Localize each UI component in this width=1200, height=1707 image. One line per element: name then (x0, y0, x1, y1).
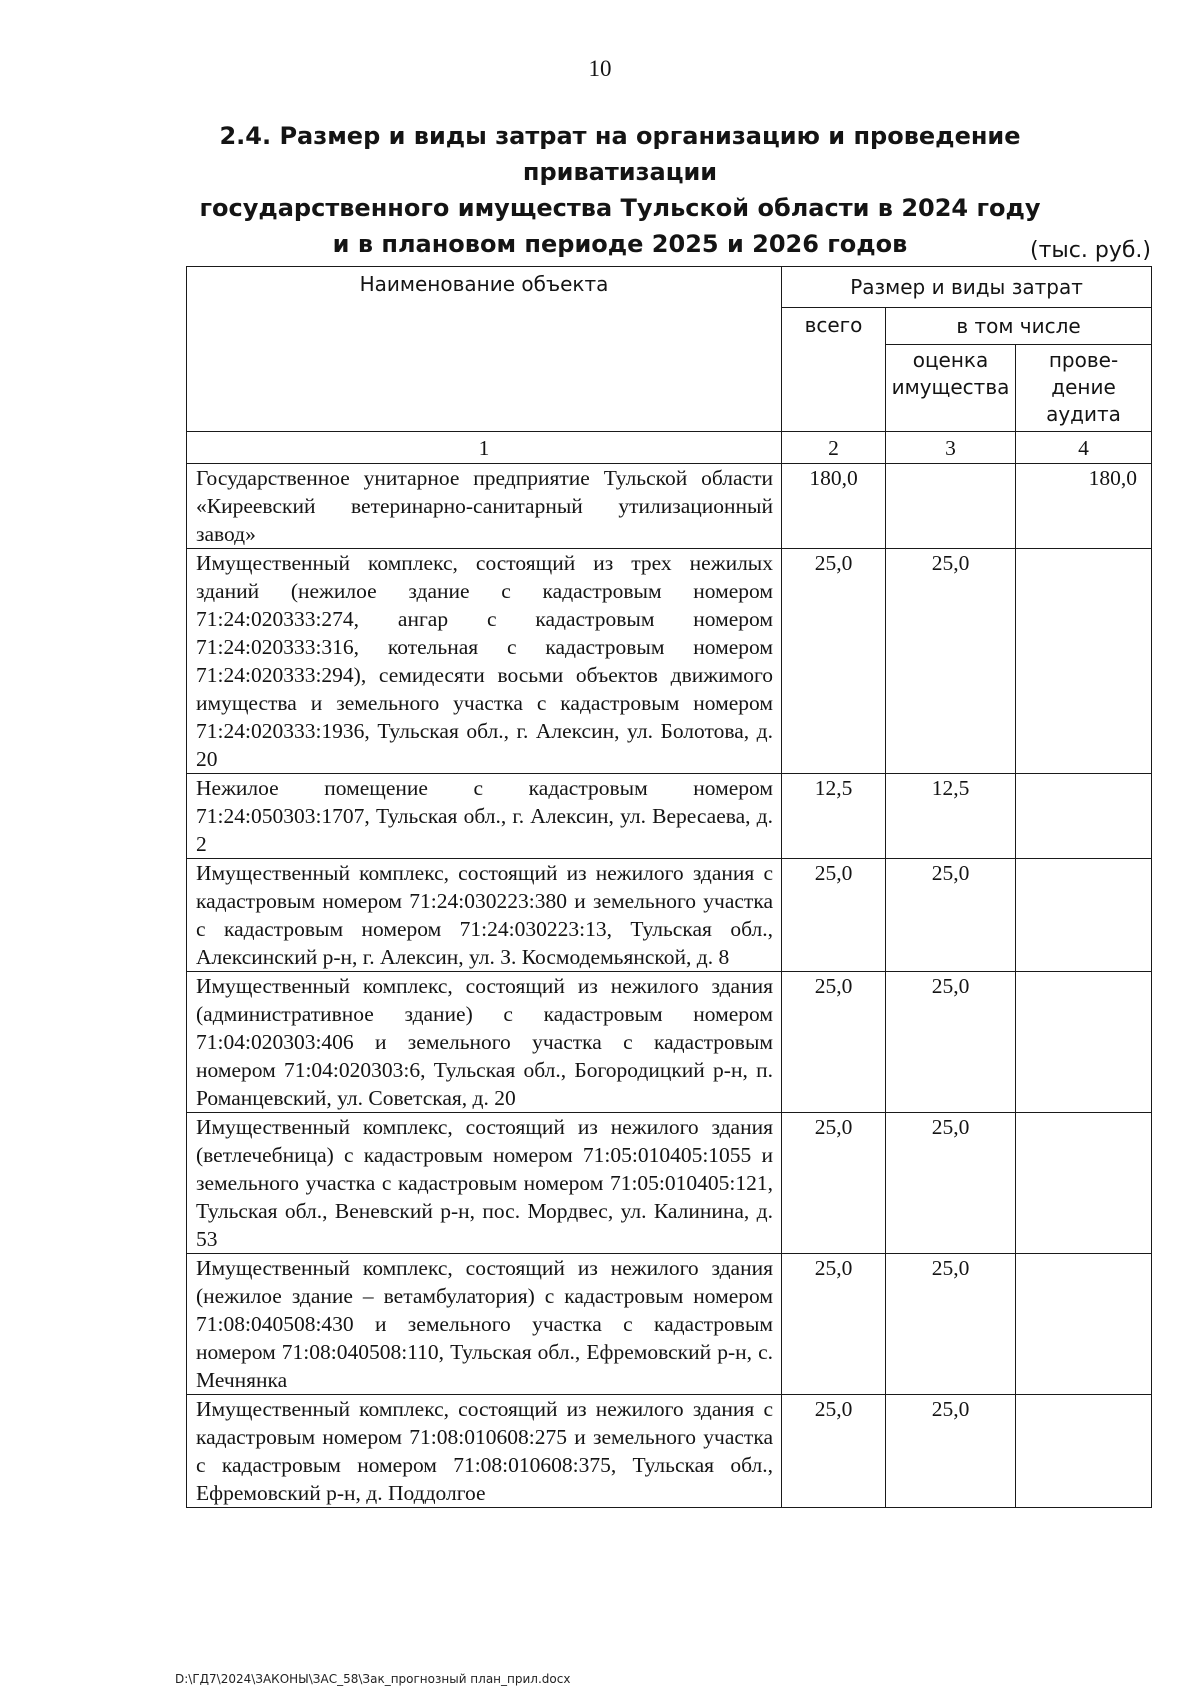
heading-line-3: и в плановом периоде 2025 и 2026 годов (332, 230, 908, 258)
total-cell: 25,0 (782, 1113, 886, 1254)
column-number: 1 (187, 432, 782, 464)
audit-cell (1016, 1254, 1152, 1395)
object-name-cell: Имущественный комплекс, состоящий из нежилого здания с кадастровым номером 71:08:010608:275 и земельного участка с кадастровым номером 71:08:010608:375, Тульская обл., Ефремовский р-н, д. Поддолгое (187, 1395, 782, 1508)
table-row (187, 464, 1152, 549)
total-cell: 25,0 (782, 1254, 886, 1395)
table-row (187, 972, 1152, 1113)
total-cell: 25,0 (782, 859, 886, 972)
header-valuation: оценка имущества (886, 345, 1016, 432)
table-row (187, 1395, 1152, 1508)
valuation-cell (886, 464, 1016, 549)
valuation-cell: 25,0 (886, 972, 1016, 1113)
valuation-cell: 12,5 (886, 774, 1016, 859)
total-cell: 12,5 (782, 774, 886, 859)
object-name-cell: Имущественный комплекс, состоящий из трех нежилых зданий (нежилое здание с кадастровым номером 71:24:020333:274, ангар с кадастровым номером 71:24:020333:316, котельная с кадастровым номером 71:24:020333:294), семидесяти восьми объектов движимого имущества и земельного участка с кадастровым номером 71:24:020333:1936, Тульская обл., г. Алексин, ул. Болотова, д. 20 (187, 549, 782, 774)
object-name-cell: Нежилое помещение с кадастровым номером 71:24:050303:1707, Тульская обл., г. Алексин, ул. Вересаева, д. 2 (187, 774, 782, 859)
total-cell: 25,0 (782, 972, 886, 1113)
table-row (187, 859, 1152, 972)
column-number: 3 (886, 432, 1016, 464)
object-name-cell: Государственное унитарное предприятие Тульской области «Киреевский ветеринарно-санитарный утилизационный завод» (187, 464, 782, 549)
table-row (187, 774, 1152, 859)
header-cost-group: Размер и виды затрат (782, 267, 1152, 308)
audit-cell (1016, 549, 1152, 774)
audit-cell: 180,0 (1016, 464, 1152, 549)
section-heading (120, 118, 1120, 262)
audit-cell (1016, 1113, 1152, 1254)
costs-table (186, 266, 1152, 1508)
heading-line-2: государственного имущества Тульской области в 2024 году (199, 194, 1041, 222)
valuation-cell: 25,0 (886, 549, 1016, 774)
total-cell: 25,0 (782, 1395, 886, 1508)
object-name-cell: Имущественный комплекс, состоящий из нежилого здания (ветлечебница) с кадастровым номером 71:05:010405:1055 и земельного участка с кадастровым номером 71:05:010405:121, Тульская обл., Веневский р-н, пос. Мордвес, ул. Калинина, д. 53 (187, 1113, 782, 1254)
valuation-cell: 25,0 (886, 1113, 1016, 1254)
page-number: 10 (588, 56, 612, 81)
table-row (187, 1254, 1152, 1395)
file-path-footer: D:\ГД7\2024\ЗАКОНЫ\ЗАС_58\Зак_прогнозный план_прил.docx (175, 1672, 571, 1686)
audit-cell (1016, 1395, 1152, 1508)
valuation-cell: 25,0 (886, 1395, 1016, 1508)
header-audit: прове- дение аудита (1016, 345, 1152, 432)
object-name-cell: Имущественный комплекс, состоящий из нежилого здания (административное здание) с кадастровым номером 71:04:020303:406 и земельного участка с кадастровым номером 71:04:020303:6, Тульская обл., Богородицкий р-н, п. Романцевский, ул. Советская, д. 20 (187, 972, 782, 1113)
total-cell: 25,0 (782, 549, 886, 774)
header-total: всего (782, 308, 886, 432)
column-number: 4 (1016, 432, 1152, 464)
header-including: в том числе (886, 308, 1152, 345)
audit-cell (1016, 774, 1152, 859)
object-name-cell: Имущественный комплекс, состоящий из нежилого здания с кадастровым номером 71:24:030223:380 и земельного участка с кадастровым номером 71:24:030223:13, Тульская обл., Алексинский р-н, г. Алексин, ул. З. Космодемьянской, д. 8 (187, 859, 782, 972)
total-cell: 180,0 (782, 464, 886, 549)
header-object-name: Наименование объекта (187, 267, 782, 432)
valuation-cell: 25,0 (886, 1254, 1016, 1395)
table-row (187, 549, 1152, 774)
table-row (187, 1113, 1152, 1254)
object-name-cell: Имущественный комплекс, состоящий из нежилого здания (нежилое здание – ветамбулатория) с кадастровым номером 71:08:040508:430 и земельного участка с кадастровым номером 71:08:040508:110, Тульская обл., Ефремовский р-н, с. Мечнянка (187, 1254, 782, 1395)
units-note: (тыс. руб.) (1030, 238, 1151, 263)
valuation-cell: 25,0 (886, 859, 1016, 972)
heading-line-1: 2.4. Размер и виды затрат на организацию и проведение приватизации (219, 122, 1021, 186)
column-number: 2 (782, 432, 886, 464)
audit-cell (1016, 972, 1152, 1113)
audit-cell (1016, 859, 1152, 972)
